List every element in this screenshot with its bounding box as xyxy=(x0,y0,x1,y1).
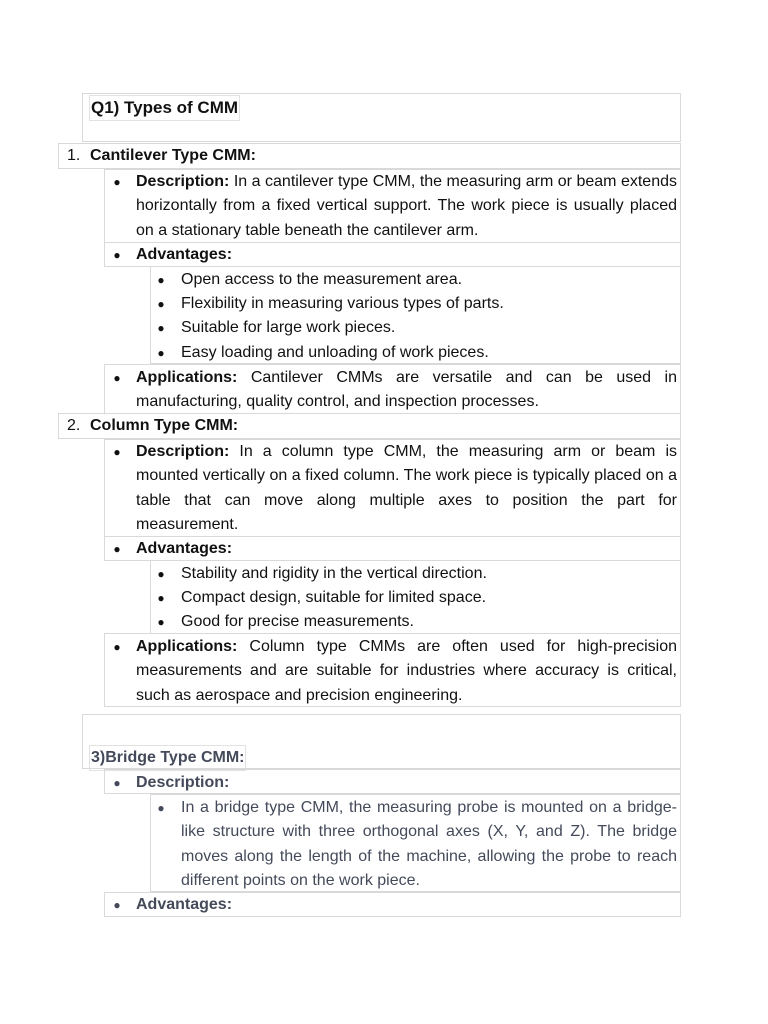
bullet-icon: ● xyxy=(157,346,165,360)
bullet-icon: ● xyxy=(157,567,165,581)
applications-label: Applications: xyxy=(136,369,238,386)
list-item: In a bridge type CMM, the measuring probe is mounted on a bridge-like structure with three orthogonal axes (X, Y, and Z). The bridge moves along the length of the machine, allowing the probe to reach different points on the work piece. xyxy=(181,799,677,890)
description-label: Description: xyxy=(136,173,230,190)
description-label: Description: xyxy=(136,443,230,460)
bullet-icon: ● xyxy=(157,591,165,605)
bullet-icon: ● xyxy=(157,615,165,629)
bullet-icon: ● xyxy=(157,801,165,815)
description-label: Description: xyxy=(136,774,230,791)
list-item: Stability and rigidity in the vertical direction. xyxy=(181,565,487,582)
list-item: Suitable for large work pieces. xyxy=(181,319,396,336)
section-1-description xyxy=(136,170,677,243)
section-1-number: 1. xyxy=(67,147,81,164)
bullet-icon: ● xyxy=(113,248,121,262)
bullet-icon: ● xyxy=(157,273,165,287)
section-2-heading: Column Type CMM: xyxy=(90,417,239,434)
list-item: Open access to the measurement area. xyxy=(181,271,463,288)
page-title: Q1) Types of CMM xyxy=(89,95,240,121)
section-2-number: 2. xyxy=(67,417,81,434)
section-2-applications xyxy=(136,635,677,708)
applications-label: Applications: xyxy=(136,638,238,655)
bullet-icon: ● xyxy=(113,776,121,790)
applications-text: Column type CMMs are often used for high-precision measurements and are suitable for industries where accuracy is critical, such as aerospace and precision engineering. xyxy=(136,638,677,704)
list-item: Flexibility in measuring various types of parts. xyxy=(181,295,504,312)
section-3-heading: 3)Bridge Type CMM: xyxy=(89,745,246,771)
description-text: In a cantilever type CMM, the measuring arm or beam extends horizontally from a fixed vertical support. The work piece is usually placed on a stationary table beneath the cantilever arm. xyxy=(136,173,677,239)
section-1-applications xyxy=(136,366,677,415)
list-item: Compact design, suitable for limited space. xyxy=(181,589,487,606)
bullet-icon: ● xyxy=(113,898,121,912)
advantages-label: Advantages: xyxy=(136,540,233,557)
advantages-label: Advantages: xyxy=(136,896,233,913)
bullet-icon: ● xyxy=(113,640,121,654)
bullet-icon: ● xyxy=(157,321,165,335)
bullet-icon: ● xyxy=(157,297,165,311)
section-2-description xyxy=(136,440,677,538)
list-item: Easy loading and unloading of work pieces. xyxy=(181,344,489,361)
bullet-icon: ● xyxy=(113,445,121,459)
section-1-heading: Cantilever Type CMM: xyxy=(90,147,256,164)
bullet-icon: ● xyxy=(113,175,121,189)
list-item: Good for precise measurements. xyxy=(181,613,414,630)
description-text: In a column type CMM, the measuring arm or beam is mounted vertically on a fixed column. The work piece is typically placed on a table that can move along multiple axes to position the part for measurement. xyxy=(136,443,677,534)
advantages-label: Advantages: xyxy=(136,246,233,263)
bullet-icon: ● xyxy=(113,371,121,385)
bullet-icon: ● xyxy=(113,542,121,556)
applications-text: Cantilever CMMs are versatile and can be used in manufacturing, quality control, and inspection processes. xyxy=(136,369,677,411)
